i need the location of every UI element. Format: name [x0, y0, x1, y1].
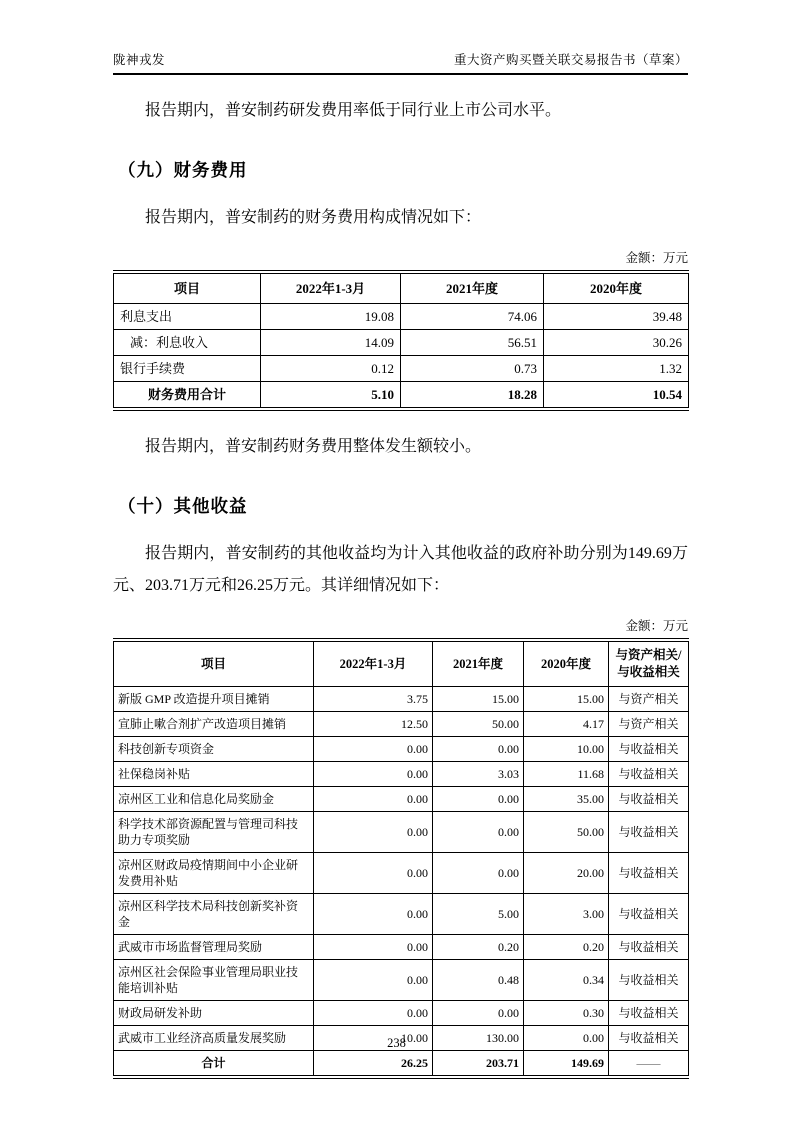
cell-value: 0.30 — [524, 1001, 609, 1026]
cell-value: 203.71 — [433, 1051, 524, 1078]
row-label: 武威市市场监督管理局奖励 — [114, 935, 314, 960]
cell-value: 0.00 — [314, 737, 433, 762]
cell-value: 19.08 — [261, 304, 401, 330]
row-label: 凉州区科学技术局科技创新奖补资金 — [114, 894, 314, 935]
cell-value: 3.03 — [433, 762, 524, 787]
paragraph-rd-expense: 报告期内，普安制药研发费用率低于同行业上市公司水平。 — [145, 102, 562, 119]
row-label: 凉州区财政局疫情期间中小企业研发费用补贴 — [114, 853, 314, 894]
cell-value: 50.00 — [524, 812, 609, 853]
table-row — [114, 330, 689, 356]
cell-value: 0.00 — [433, 853, 524, 894]
column-header: 2022年1-3月 — [314, 640, 433, 687]
cell-value: 20.00 — [524, 853, 609, 894]
table-row — [114, 762, 689, 787]
cell-value: 35.00 — [524, 787, 609, 812]
table-header-row — [114, 272, 689, 304]
relation-cell: 与收益相关 — [609, 935, 689, 960]
page-header — [113, 0, 688, 75]
cell-value: 0.00 — [314, 787, 433, 812]
table-row — [114, 935, 689, 960]
relation-cell: 与资产相关 — [609, 687, 689, 712]
relation-cell: 与收益相关 — [609, 894, 689, 935]
relation-cell: 与收益相关 — [609, 960, 689, 1001]
section-10-intro: 报告期内，普安制药的其他收益均为计入其他收益的政府补助分别为149.69万元、203.71万元和26.25万元。其详细情况如下： — [113, 545, 688, 594]
row-label: 利息支出 — [114, 304, 261, 330]
cell-value: 0.00 — [314, 853, 433, 894]
cell-value: 0.12 — [261, 356, 401, 382]
cell-value: 0.00 — [314, 1001, 433, 1026]
page-number: 238 — [387, 1036, 406, 1050]
table-row — [114, 787, 689, 812]
table-total-row — [114, 1051, 689, 1078]
cell-value: 15.00 — [524, 687, 609, 712]
relation-cell: 与收益相关 — [609, 1001, 689, 1026]
row-label: 合计 — [114, 1051, 314, 1078]
other-income-table — [113, 638, 689, 1079]
column-header: 项目 — [114, 640, 314, 687]
relation-cell: 与收益相关 — [609, 812, 689, 853]
row-label: 武威市工业经济高质量发展奖励 — [114, 1026, 314, 1051]
column-header: 项目 — [114, 272, 261, 304]
relation-cell: 与收益相关 — [609, 737, 689, 762]
table-total-row — [114, 382, 689, 410]
header-document-title: 重大资产购买暨关联交易报告书（草案） — [453, 53, 688, 67]
section-9-heading: （九）财务费用 — [118, 160, 248, 180]
row-label: 社保稳岗补贴 — [114, 762, 314, 787]
table-row — [114, 304, 689, 330]
relation-cell: 与资产相关 — [609, 712, 689, 737]
cell-value: 0.00 — [314, 812, 433, 853]
cell-value: 1.32 — [544, 356, 689, 382]
row-label: 宣肺止嗽合剂扩产改造项目摊销 — [114, 712, 314, 737]
row-label: 新版 GMP 改造提升项目摊销 — [114, 687, 314, 712]
cell-value: 3.00 — [524, 894, 609, 935]
cell-value: 0.00 — [314, 960, 433, 1001]
relation-cell: 与收益相关 — [609, 787, 689, 812]
relation-cell: —— — [609, 1051, 689, 1078]
unit-label-section10: 金额：万元 — [625, 619, 688, 633]
table-row — [114, 1001, 689, 1026]
table-row — [114, 812, 689, 853]
cell-value: 0.00 — [314, 762, 433, 787]
page-content — [113, 0, 688, 1079]
cell-value: 5.00 — [433, 894, 524, 935]
row-label: 凉州区工业和信息化局奖励金 — [114, 787, 314, 812]
cell-value: 10.54 — [544, 382, 689, 410]
cell-value: 0.34 — [524, 960, 609, 1001]
cell-value: 0.48 — [433, 960, 524, 1001]
column-header: 2021年度 — [401, 272, 544, 304]
table-row — [114, 894, 689, 935]
cell-value: 0.00 — [433, 787, 524, 812]
cell-value: 4.17 — [524, 712, 609, 737]
row-label: 银行手续费 — [114, 356, 261, 382]
cell-value: 0.73 — [401, 356, 544, 382]
table-row — [114, 356, 689, 382]
row-label: 财务费用合计 — [114, 382, 261, 410]
table-row — [114, 960, 689, 1001]
row-label: 财政局研发补助 — [114, 1001, 314, 1026]
relation-cell: 与收益相关 — [609, 1026, 689, 1051]
table-row — [114, 712, 689, 737]
cell-value: 3.75 — [314, 687, 433, 712]
cell-value: 12.50 — [314, 712, 433, 737]
table-row — [114, 737, 689, 762]
cell-value: 0.00 — [314, 935, 433, 960]
cell-value: 18.28 — [401, 382, 544, 410]
cell-value: 0.00 — [433, 1001, 524, 1026]
cell-value: 14.09 — [261, 330, 401, 356]
unit-label-section9: 金额：万元 — [625, 251, 688, 265]
row-label: 凉州区社会保险事业管理局职业技能培训补贴 — [114, 960, 314, 1001]
section-9-note: 报告期内，普安制药财务费用整体发生额较小。 — [145, 438, 482, 455]
table-row — [114, 687, 689, 712]
cell-value: 56.51 — [401, 330, 544, 356]
cell-value: 10.00 — [524, 737, 609, 762]
cell-value: 50.00 — [433, 712, 524, 737]
cell-value: 74.06 — [401, 304, 544, 330]
column-header: 2020年度 — [544, 272, 689, 304]
cell-value: 10.00 — [314, 1026, 433, 1051]
column-header: 2022年1-3月 — [261, 272, 401, 304]
cell-value: 39.48 — [544, 304, 689, 330]
header-company-name: 陇神戎发 — [113, 53, 166, 67]
cell-value: 0.00 — [314, 894, 433, 935]
section-9-intro: 报告期内，普安制药的财务费用构成情况如下： — [145, 209, 482, 226]
relation-cell: 与收益相关 — [609, 762, 689, 787]
cell-value: 0.00 — [433, 737, 524, 762]
table-header-row — [114, 640, 689, 687]
section-10-heading: （十）其他收益 — [118, 496, 248, 516]
cell-value: 30.26 — [544, 330, 689, 356]
cell-value: 0.00 — [524, 1026, 609, 1051]
cell-value: 0.20 — [524, 935, 609, 960]
cell-value: 5.10 — [261, 382, 401, 410]
cell-value: 149.69 — [524, 1051, 609, 1078]
column-header: 与资产相关/与收益相关 — [609, 640, 689, 687]
relation-cell: 与收益相关 — [609, 853, 689, 894]
column-header: 2020年度 — [524, 640, 609, 687]
row-label: 科学技术部资源配置与管理司科技助力专项奖励 — [114, 812, 314, 853]
cell-value: 11.68 — [524, 762, 609, 787]
column-header: 2021年度 — [433, 640, 524, 687]
cell-value: 0.00 — [433, 812, 524, 853]
cell-value: 130.00 — [433, 1026, 524, 1051]
cell-value: 26.25 — [314, 1051, 433, 1078]
cell-value: 0.20 — [433, 935, 524, 960]
row-label: 科技创新专项资金 — [114, 737, 314, 762]
row-label: 减：利息收入 — [114, 330, 261, 356]
table-row — [114, 853, 689, 894]
financial-expense-table — [113, 270, 689, 411]
cell-value: 15.00 — [433, 687, 524, 712]
